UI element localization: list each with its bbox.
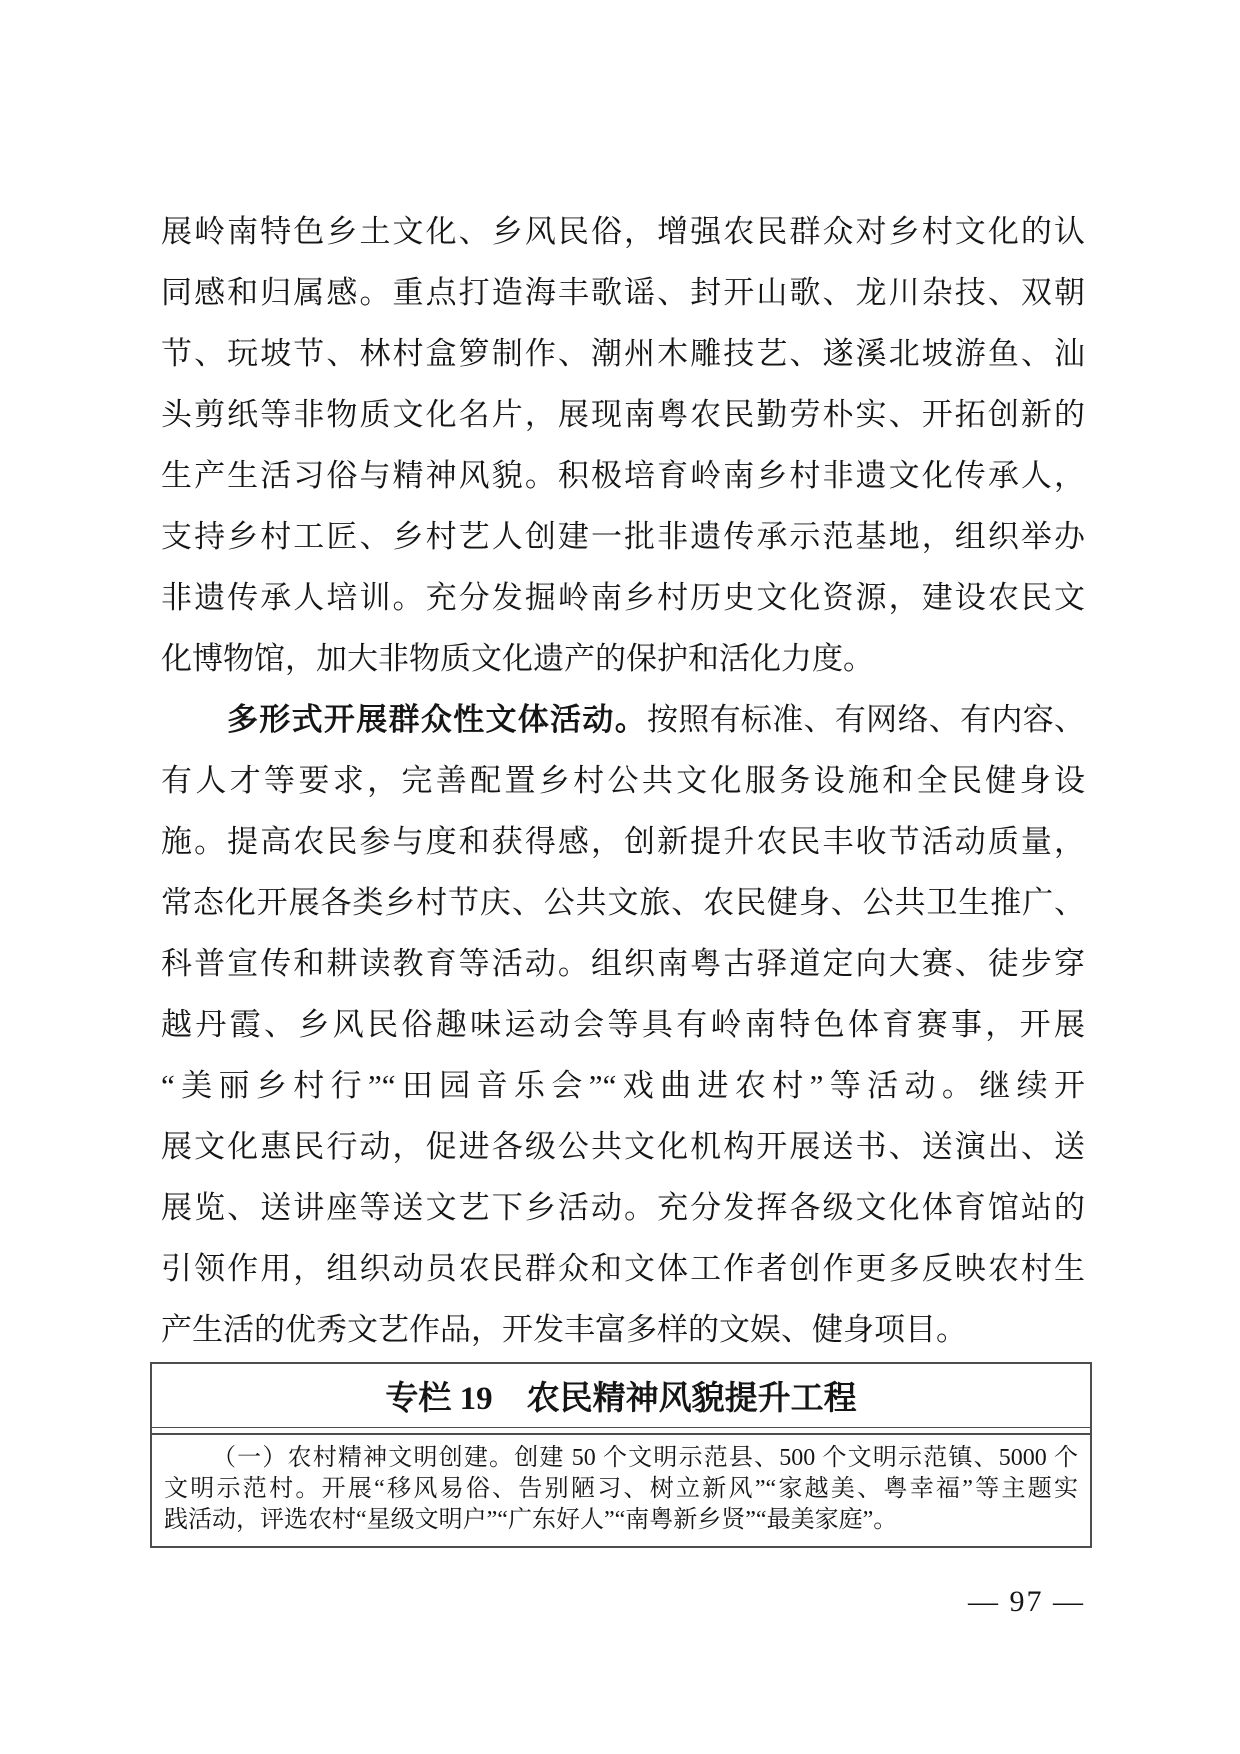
callout-line: 文明示范村。开展“移风易俗、告别陋习、树立新风”“家越美、粤幸福”等主题实 [164, 1476, 1078, 1502]
paragraph-lead-bold: 多形式开展群众性文体活动。 [227, 702, 647, 737]
page-number: — 97 — [968, 1585, 1085, 1618]
body-line: 同感和归属感。重点打造海丰歌谣、封开山歌、龙川杂技、双朝 [161, 275, 1085, 310]
body-line: 科普宣传和耕读教育等活动。组织南粤古驿道定向大赛、徒步穿 [161, 946, 1085, 981]
body-line: 展览、送讲座等送文艺下乡活动。充分发挥各级文化体育馆站的 [161, 1190, 1085, 1225]
callout-title-row [152, 1364, 1090, 1428]
body-line: 展文化惠民行动，促进各级公共文化机构开展送书、送演出、送 [161, 1129, 1085, 1164]
body-line: 支持乡村工匠、乡村艺人创建一批非遗传承示范基地，组织举办 [161, 519, 1085, 554]
body-line: 有人才等要求，完善配置乡村公共文化服务设施和全民健身设 [161, 763, 1085, 798]
body-line [161, 689, 1085, 750]
callout-box [150, 1362, 1092, 1548]
body-line: 展岭南特色乡土文化、乡风民俗，增强农民群众对乡村文化的认 [161, 214, 1085, 249]
callout-body [152, 1433, 1090, 1546]
body-line: 生产生活习俗与精神风貌。积极培育岭南乡村非遗文化传承人， [161, 458, 1085, 493]
paragraph-lead-rest: 按照有标准、有网络、有内容、 [647, 702, 1085, 737]
callout-title-prefix: 专栏 19 [385, 1381, 493, 1417]
body-line: 越丹霞、乡风民俗趣味运动会等具有岭南特色体育赛事，开展 [161, 1007, 1085, 1042]
body-line: 节、玩坡节、林村盒箩制作、潮州木雕技艺、遂溪北坡游鱼、汕 [161, 336, 1085, 371]
body-line: 头剪纸等非物质文化名片，展现南粤农民勤劳朴实、开拓创新的 [161, 397, 1085, 432]
callout-line: （一）农村精神文明创建。创建 50 个文明示范县、500 个文明示范镇、5000 个 [212, 1445, 1078, 1471]
body-line: 施。提高农民参与度和获得感，创新提升农民丰收节活动质量， [161, 824, 1085, 859]
body-line: 化博物馆，加大非物质文化遗产的保护和活化力度。 [161, 641, 874, 676]
body-line: 常态化开展各类乡村节庆、公共文旅、农民健身、公共卫生推广、 [161, 885, 1085, 920]
body-line: 产生活的优秀文艺作品，开发丰富多样的文娱、健身项目。 [161, 1312, 967, 1347]
callout-line: 践活动，评选农村“星级文明户”“广东好人”“南粤新乡贤”“最美家庭”。 [164, 1507, 898, 1533]
callout-title-text: 农民精神风貌提升工程 [526, 1381, 857, 1417]
body-line: 引领作用，组织动员农民群众和文体工作者创作更多反映农村生 [161, 1251, 1085, 1286]
body-line: 非遗传承人培训。充分发掘岭南乡村历史文化资源，建设农民文 [161, 580, 1085, 615]
body-line: “美丽乡村行”“田园音乐会”“戏曲进农村”等活动。继续开 [161, 1068, 1085, 1103]
body-text-block [161, 201, 1085, 1360]
